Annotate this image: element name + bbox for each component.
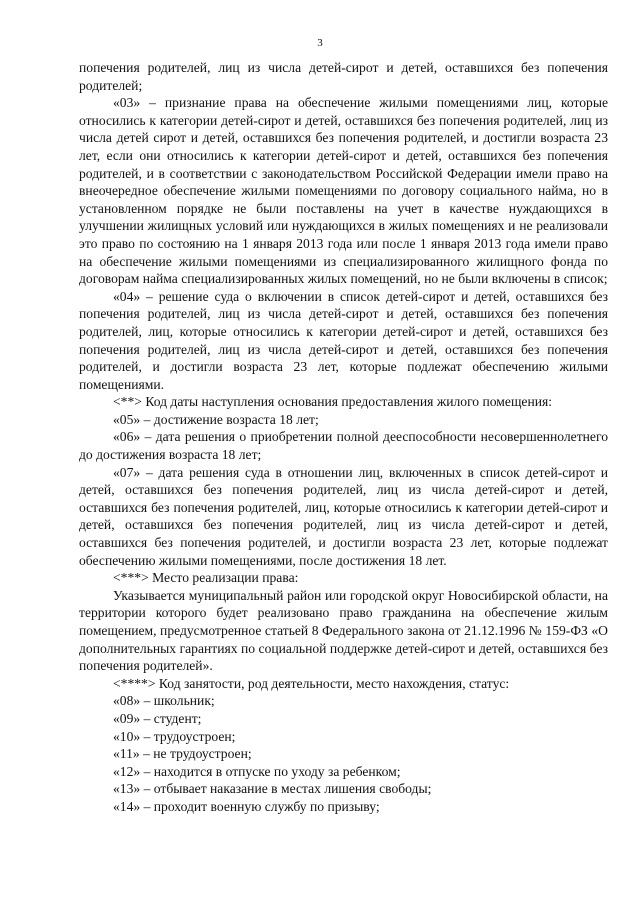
list-item: «13» – отбывает наказание в местах лишения свободы;	[113, 781, 432, 797]
paragraph: «05» – достижение возраста 18 лет;	[113, 411, 319, 427]
paragraph: «04» – решение суда о включении в список детей-сирот и детей, оставшихся без попечения родителей, лиц из числа детей-сирот и детей, оставшихся без попечения родителей, лиц, которые относились к категории детей-сирот и детей, оставшихся без попечения родителей, лиц из числа детей-сирот и детей, оставшихся без попечения родителей, и достигли возраста 23 лет, которые подлежат обеспечению жилыми помещениями.	[79, 288, 608, 392]
paragraph: Указывается муниципальный район или городской округ Новосибирской области, на территории которого будет реализовано право гражданина на обеспечение жилым помещением, предусмотренное статьей 8 Федерального закона от 21.12.1996 № 159-ФЗ «О дополнительных гарантиях по социальной поддержке детей-сирот и детей, оставшихся без попечения родителей».	[79, 587, 608, 674]
list-item: «12» – находится в отпуске по уходу за ребенком;	[113, 763, 401, 779]
paragraph: <**> Код даты наступления основания предоставления жилого помещения:	[113, 394, 553, 410]
page-number: 3	[317, 37, 323, 49]
paragraph: попечения родителей, лиц из числа детей-сирот и детей, оставшихся без попечения родителей;	[79, 60, 608, 93]
list-item: «09» – студент;	[113, 710, 202, 726]
paragraph: «03» – признание права на обеспечение жилыми помещениями лиц, которые относились к категории детей-сирот и детей, оставшихся без попечения родителей, лиц из числа детей сирот и детей, оставшихся без попечения родителей, и достигли возраста 23 лет, если они относились к категории детей-сирот и детей, оставшихся без попечения родителей, и в соответствии с законодательством Российской Федерации имели право на внеочередное обеспечение жилыми помещениями по договору социального найма, но в установленном порядке не были поставлены на учет в качестве нуждающихся в улучшении жилищных условий или нуждающихся в жилых помещениях и не реализовали это право по состоянию на 1 января 2013 года или после 1 января 2013 года имели право на обеспечение жилыми помещениями из специализированного жилищного фонда по договорам найма специализированных жилых помещений, но не были включены в список;	[79, 95, 608, 287]
list-item: «14» – проходит военную службу по призыву;	[113, 798, 380, 814]
list-item: «08» – школьник;	[113, 693, 215, 709]
document-body	[79, 59, 608, 816]
paragraph: <***> Место реализации права:	[113, 570, 299, 586]
paragraph: «06» – дата решения о приобретении полной дееспособности несовершеннолетнего до достижения возраста 18 лет;	[79, 429, 608, 463]
list-item: «11» – не трудоустроен;	[113, 746, 252, 762]
paragraph: <****> Код занятости, род деятельности, место нахождения, статус:	[113, 675, 510, 691]
list-item: «10» – трудоустроен;	[113, 728, 236, 744]
paragraph: «07» – дата решения суда в отношении лиц, включенных в список детей-сирот и детей, оставшихся без попечения родителей, лиц из числа детей-сирот и детей, оставшихся без попечения родителей, лиц, которые относились к категории детей-сирот и детей, оставшихся без попечения родителей, лиц из числа детей-сирот и детей, оставшихся без попечения родителей, и достигли возраста 23 лет, которые подлежат обеспечению жилыми помещениями, после достижения 18 лет.	[79, 464, 608, 568]
